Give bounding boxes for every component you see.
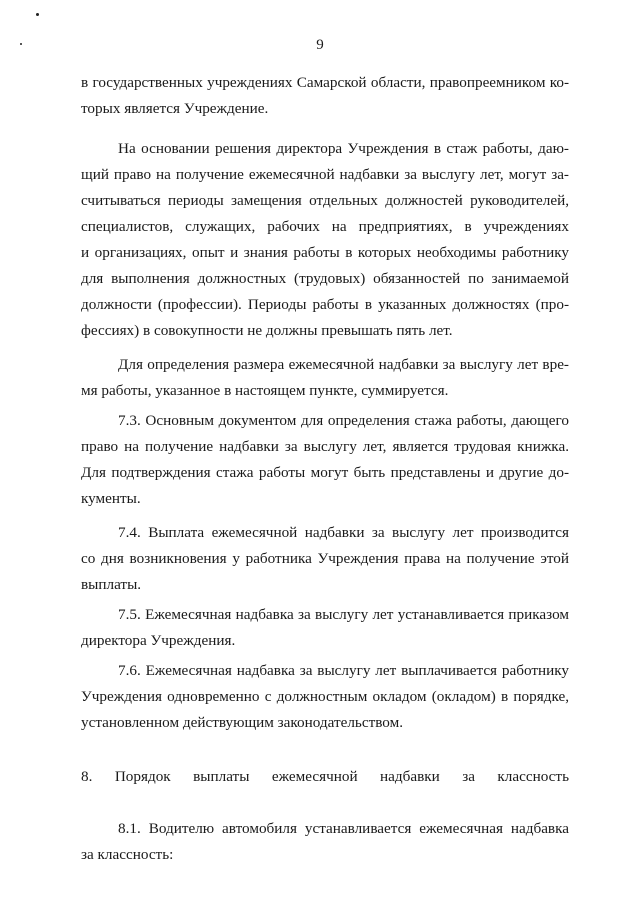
page-number: 9	[316, 37, 324, 53]
text-line: 8.1. Водителю автомобиля устанавливается ежемесячная надбавка	[118, 820, 569, 837]
text-line: Для определения размера ежемесячной надбавки за выслугу лет вре-	[118, 356, 569, 373]
text-line: за классность:	[81, 846, 174, 863]
text-line: Для подтверждения стажа работы могут быть представлены и другие до-	[81, 464, 569, 481]
text-line: для выполнения должностных (трудовых) обязанностей по занимаемой	[81, 270, 569, 287]
text-line: выплаты.	[81, 576, 142, 593]
text-line: 7.5. Ежемесячная надбавка за выслугу лет устанавливается приказом	[118, 606, 569, 623]
text-line: Учреждения одновременно с должностным окладом (окладом) в порядке,	[81, 688, 569, 705]
scan-speck	[36, 13, 39, 16]
text-line: считываться периоды замещения отдельных должностей руководителей,	[81, 192, 569, 209]
text-line: На основании решения директора Учреждения в стаж работы, даю-	[118, 140, 569, 157]
text-line: со дня возникновения у работника Учреждения права на получение этой	[81, 550, 569, 567]
text-line: фессиях) в совокупности не должны превышать пять лет.	[81, 322, 453, 339]
text-line: торых является Учреждение.	[81, 100, 269, 117]
text-line: 7.4. Выплата ежемесячной надбавки за выслугу лет производится	[118, 524, 569, 541]
text-line: установленном действующим законодательством.	[81, 714, 404, 731]
text-line: в государственных учреждениях Самарской области, правопреемником ко-	[81, 74, 569, 91]
text-line: право на получение надбавки за выслугу лет, является трудовая книжка.	[81, 438, 569, 455]
text-line: 7.3. Основным документом для определения стажа работы, дающего	[118, 412, 569, 429]
text-line: специалистов, служащих, рабочих на предприятиях, в учреждениях	[81, 218, 569, 235]
text-line: 7.6. Ежемесячная надбавка за выслугу лет выплачивается работнику	[118, 662, 569, 679]
section-heading: 8. Порядок выплаты ежемесячной надбавки за классность	[81, 768, 569, 785]
document-body	[81, 70, 569, 868]
text-line: директора Учреждения.	[81, 632, 236, 649]
text-line: должности (профессии). Периоды работы в указанных должностях (про-	[81, 296, 569, 313]
text-line: кументы.	[81, 490, 141, 507]
scan-speck	[20, 43, 22, 45]
text-line: щий право на получение ежемесячной надбавки за выслугу лет, могут за-	[81, 166, 569, 183]
text-line: мя работы, указанное в настоящем пункте, суммируется.	[81, 382, 449, 399]
text-line: и организациях, опыт и знания работы в которых необходимы работнику	[81, 244, 569, 261]
